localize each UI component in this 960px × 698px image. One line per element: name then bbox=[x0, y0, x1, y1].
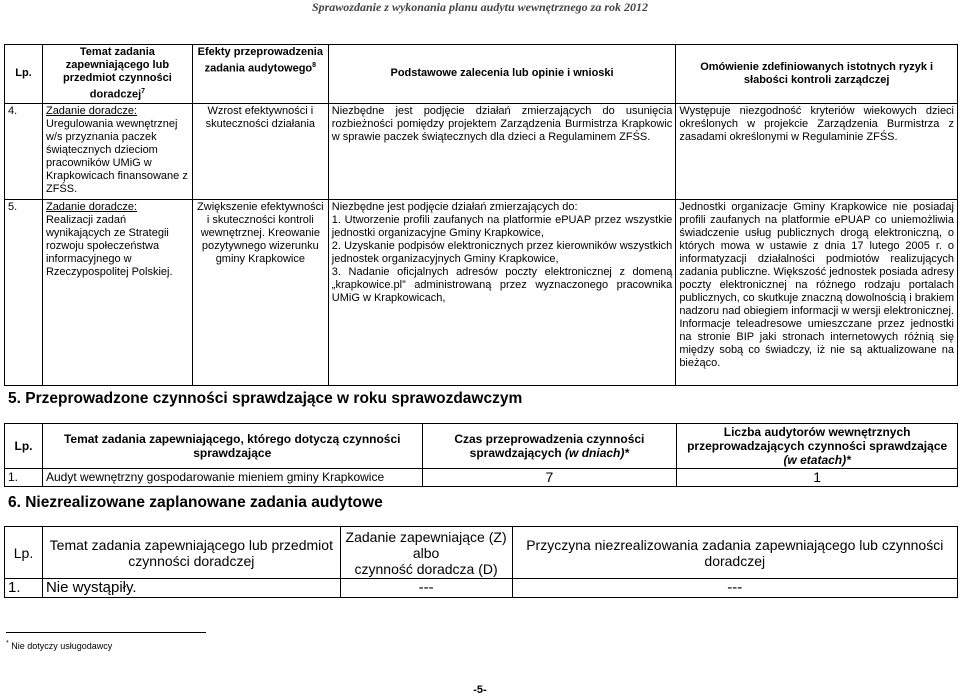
col-temat: Temat zadania zapewniającego lub przedmiot czynności doradczej$^7$ bbox=[42, 45, 192, 104]
col-zalecenia: Podstawowe zalecenia lub opinie i wnioski bbox=[328, 45, 676, 104]
row4-ryzyka: Występuje niezgodność kryteriów wiekowych dzieci określonych w projekcie Zarządzenia Burmistrza z zasadami określonymi w Regulaminie ZFŚS. bbox=[676, 103, 958, 199]
table-row bbox=[5, 469, 958, 487]
s5-liczba: 1 bbox=[677, 469, 958, 487]
s6-przyczyna: --- bbox=[512, 579, 957, 598]
row5-lp: 5. bbox=[5, 199, 43, 385]
row5-temat: Zadanie doradcze: Realizacji zadań wynikających ze Strategii rozwoju społeczeństwa informacyjnego w Rzeczypospolitej Polskiej. bbox=[42, 199, 192, 385]
section6-title: 6. Niezrealizowane zaplanowane zadania audytowe bbox=[8, 494, 383, 511]
s5-col-temat: Temat zadania zapewniającego, którego dotyczą czynności sprawdzające bbox=[42, 424, 422, 469]
row4-zalecenia: Niezbędne jest podjęcie działań zmierzających do usunięcia rozbieżności pomiędzy projektem Zarządzenia Burmistrza Krapkowic w sprawie paczek świątecznych dla dzieci a Regulaminem ZFŚS. bbox=[328, 103, 676, 199]
s5-czas: 7 bbox=[422, 469, 677, 487]
s6-lp: 1. bbox=[5, 579, 43, 598]
s6-temat: Nie wystąpiły. bbox=[42, 579, 340, 598]
col-lp: Lp. bbox=[5, 45, 43, 104]
row4-efekty: Wzrost efektywności i skuteczności działania bbox=[192, 103, 328, 199]
s6-col-lp: Lp. bbox=[5, 527, 43, 579]
s6-col-przyczyna: Przyczyna niezrealizowania zadania zapewniającego lub czynności doradczej bbox=[512, 527, 957, 579]
zalecenie-item: 1. Utworzenie profili zaufanych na platformie ePUAP przez wszystkie jednostki organizacyjne Gminy Krapkowice, bbox=[331, 213, 673, 239]
s5-temat: Audyt wewnętrzny gospodarowanie mieniem gminy Krapkowice bbox=[42, 469, 422, 487]
table-row bbox=[5, 579, 958, 598]
zalecenie-item: 3. Nadanie oficjalnych adresów poczty elektronicznej z domeną „krapkowice.pl” administrowaną przez wyznaczonego pracownika UMiG w Krapkowicach, bbox=[331, 265, 673, 304]
section5-title: 5. Przeprowadzone czynności sprawdzające w roku sprawozdawczym bbox=[8, 390, 523, 407]
s5-col-czas: Czas przeprowadzenia czynności sprawdzających (w dniach)* bbox=[422, 424, 677, 469]
row5-efekty: Zwiększenie efektywności i skuteczności kontroli wewnętrznej. Kreowanie pozytywnego wizerunku gminy Krapkowice bbox=[192, 199, 328, 385]
col-efekty: Efekty przeprowadzenia zadania audytowego$^8$ bbox=[192, 45, 328, 104]
page-number: -5- bbox=[473, 684, 487, 696]
footnote: * Nie dotyczy usługodawcy bbox=[6, 640, 113, 651]
col-ryzyka: Omówienie zdefiniowanych istotnych ryzyk i słabości kontroli zarządczej bbox=[676, 45, 958, 104]
audit-results-table bbox=[4, 44, 958, 386]
page-header: Sprawozdanie z wykonania planu audytu wewnętrznego za rok 2012 bbox=[311, 0, 649, 14]
s6-col-temat: Temat zadania zapewniającego lub przedmiot czynności doradczej bbox=[42, 527, 340, 579]
zalecenie-item: 2. Uzyskanie podpisów elektronicznych przez kierowników wszystkich jednostek organizacyjnych Gminy Krapkowice, bbox=[331, 239, 673, 265]
row5-ryzyka: Jednostki organizacje Gminy Krapkowice nie posiadaj profili zaufanych na platformie ePUAP co uniemożliwia świadczenie usług publicznych drogą elektroniczną, o których mowa w ustawie z dnia 17 lutego 2005 r. o informatyzacji działalności podmiotów realizujących zadania publiczne. Większość jednostek posiada adresy poczty elektronicznej na różnego rodzaju portalach publicznych, co skutkuje znaczną dowolnością i brakiem nadzoru nad obiegiem informacji w wersji elektronicznej. Informacje teleadresowe umieszczane przez jednostki na stronie BIP jaki stronach internetowych różnią się między sobą co świadczy, iż nie są aktualizowane na bieżąco. bbox=[676, 199, 958, 385]
s6-zadanie: --- bbox=[340, 579, 512, 598]
unrealized-table bbox=[4, 526, 958, 598]
table-row bbox=[5, 103, 958, 199]
s5-col-liczba: Liczba audytorów wewnętrznych przeprowadzających czynności sprawdzające (w etatach)* bbox=[677, 424, 958, 469]
row5-zalecenia: Niezbędne jest podjęcie działań zmierzających do: 1. Utworzenie profili zaufanych na platformie ePUAP przez wszystkie jednostki organizacyjne Gminy Krapkowice, 2. Uzyskanie podpisów elektronicznych przez kierowników wszystkich jednostek organizacyjnych Gminy Krapkowice, 3. Nadanie oficjalnych adresów poczty elektronicznej z domeną „krapkowice.pl” administrowaną przez wyznaczonego pracownika UMiG w Krapkowicach, bbox=[328, 199, 676, 385]
s6-col-zadanie: Zadanie zapewniające (Z) albo czynność doradcza (D) bbox=[340, 527, 512, 579]
s5-lp: 1. bbox=[5, 469, 43, 487]
verification-table bbox=[4, 423, 958, 487]
row4-temat: Zadanie doradcze: Uregulowania wewnętrznej w/s przyznania paczek świątecznych dzieciom pracowników UMiG w Krapkowicach finansowane z ZFŚS. bbox=[42, 103, 192, 199]
s5-col-lp: Lp. bbox=[5, 424, 43, 469]
row4-lp: 4. bbox=[5, 103, 43, 199]
footnote-divider bbox=[6, 632, 206, 633]
table-row bbox=[5, 199, 958, 385]
